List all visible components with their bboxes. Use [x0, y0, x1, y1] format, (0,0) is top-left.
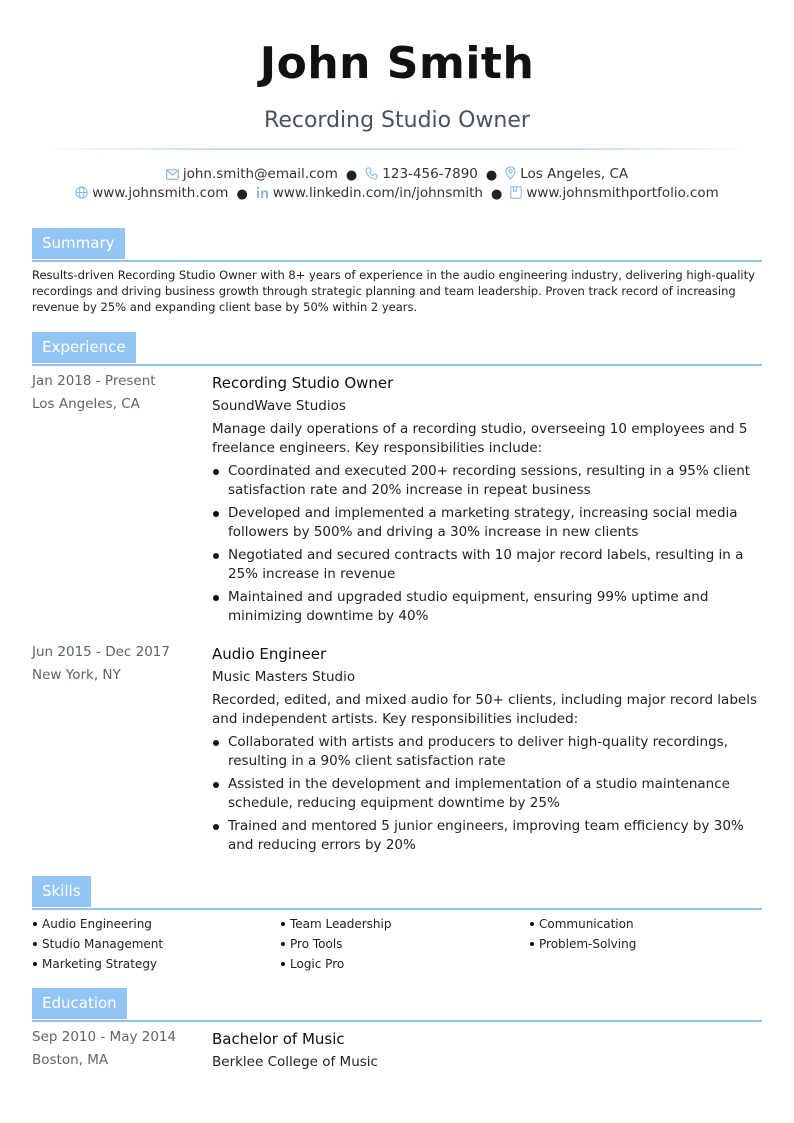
envelope-icon [166, 168, 179, 184]
contact-phone[interactable] [365, 166, 478, 184]
bullet-dot [33, 942, 37, 946]
job-bullet-text: Collaborated with artists and producers to deliver high-quality recordings, resulting in a 90% client satisfaction rate [228, 734, 728, 769]
section-divider [32, 364, 762, 366]
job-bullet [212, 546, 764, 584]
job-bullet [212, 733, 764, 771]
contact-row-primary [0, 166, 794, 184]
portfolio-icon [510, 186, 522, 203]
job-dates: Jun 2015 - Dec 2017 [32, 644, 170, 660]
job-bullet-list [212, 733, 764, 855]
bullet-dot [530, 942, 534, 946]
bullet-dot [281, 942, 285, 946]
job-bullet-text: Trained and mentored 5 junior engineers, improving team efficiency by 30% and reducing errors by 20% [228, 818, 744, 853]
skill-item [32, 934, 272, 954]
education-location: Boston, MA [32, 1052, 109, 1068]
job-dates: Jan 2018 - Present [32, 373, 156, 389]
contact-phone-text: 123-456-7890 [382, 166, 478, 182]
separator-dot: ● [490, 187, 503, 202]
phone-icon [365, 167, 378, 184]
bullet-dot [33, 962, 37, 966]
separator-dot: ● [345, 168, 358, 183]
contact-linkedin-text: www.linkedin.com/in/johnsmith [272, 185, 483, 201]
job-bullet [212, 504, 764, 542]
skills-section-header [32, 876, 762, 910]
contact-location-text: Los Angeles, CA [520, 166, 629, 182]
job-bullet-text: Negotiated and secured contracts with 10 major record labels, resulting in a 25% increase in revenue [228, 547, 744, 582]
job-bullet [212, 588, 764, 626]
job-bullet-text: Coordinated and executed 200+ recording sessions, resulting in a 95% client satisfaction rate and 20% increase in repeat business [228, 463, 751, 498]
bullet-dot [530, 922, 534, 926]
bullet-dot [213, 469, 219, 475]
job-location: Los Angeles, CA [32, 396, 140, 412]
bullet-dot [213, 824, 219, 830]
location-pin-icon [505, 166, 516, 184]
bullet-dot [281, 922, 285, 926]
globe-icon [75, 186, 88, 203]
skill-item [32, 954, 272, 974]
candidate-role: Recording Studio Owner [264, 108, 530, 133]
job-details [212, 644, 764, 859]
contact-website-text: www.johnsmith.com [92, 185, 229, 201]
education-section-header [32, 988, 762, 1022]
bullet-dot [33, 922, 37, 926]
job-bullet-text: Maintained and upgraded studio equipment, ensuring 99% uptime and minimizing downtime by 40% [228, 589, 709, 624]
education-details [212, 1029, 764, 1071]
job-bullet [212, 775, 764, 813]
bullet-dot [213, 740, 219, 746]
skill-text: Logic Pro [290, 957, 345, 971]
job-bullet-text: Assisted in the development and implementation of a studio maintenance schedule, reducing equipment downtime by 25% [228, 776, 730, 811]
bullet-dot [213, 511, 219, 517]
skill-item [280, 934, 520, 954]
skill-text: Problem-Solving [539, 937, 637, 951]
section-divider [32, 908, 762, 910]
job-company: Music Masters Studio [212, 669, 356, 685]
skill-item [529, 914, 769, 934]
bullet-dot [213, 782, 219, 788]
contact-portfolio[interactable] [510, 185, 718, 203]
section-title: Experience [32, 332, 136, 363]
job-description: Recorded, edited, and mixed audio for 50+ clients, including major record labels and independent artists. Key responsibilities included: [212, 692, 757, 727]
contact-email-text: john.smith@email.com [182, 166, 338, 182]
bullet-dot [213, 553, 219, 559]
skills-column [529, 914, 769, 954]
job-title: Audio Engineer [212, 645, 327, 663]
education-school: Berklee College of Music [212, 1054, 378, 1070]
job-title: Recording Studio Owner [212, 374, 394, 392]
skill-text: Studio Management [42, 937, 164, 951]
section-divider [32, 1020, 762, 1022]
skills-column [280, 914, 520, 974]
summary-section-header [32, 228, 762, 262]
job-bullet [212, 817, 764, 855]
section-title: Summary [32, 228, 125, 259]
skill-item [280, 954, 520, 974]
skill-text: Pro Tools [290, 937, 343, 951]
header-divider [40, 148, 754, 150]
contact-row-links [0, 185, 794, 203]
job-details [212, 373, 764, 630]
skill-text: Team Leadership [290, 917, 392, 931]
section-title: Skills [32, 876, 91, 907]
candidate-name: John Smith [259, 38, 535, 89]
education-degree: Bachelor of Music [212, 1030, 345, 1048]
skill-text: Marketing Strategy [42, 957, 158, 971]
job-bullet [212, 462, 764, 500]
job-bullet-text: Developed and implemented a marketing strategy, increasing social media followers by 500% and driving a 30% increase in new clients [228, 505, 738, 540]
job-company: SoundWave Studios [212, 398, 346, 414]
skill-item [529, 934, 769, 954]
contact-email[interactable] [166, 166, 338, 184]
contact-linkedin[interactable] [256, 185, 483, 203]
bullet-dot [281, 962, 285, 966]
skill-item [280, 914, 520, 934]
job-location: New York, NY [32, 667, 121, 683]
job-bullet-list [212, 462, 764, 626]
contact-website[interactable] [75, 185, 228, 203]
bullet-dot [213, 595, 219, 601]
contact-location [505, 166, 628, 184]
skill-text: Communication [539, 917, 634, 931]
summary-text: Results-driven Recording Studio Owner with 8+ years of experience in the audio engineering industry, delivering high-quality recordings and driving business growth through strategic planning and team leadership. Proven track record of increasing revenue by 25% and expanding client base by 50% within 2 years. [32, 268, 755, 314]
linkedin-icon [256, 186, 269, 203]
job-description: Manage daily operations of a recording studio, overseeing 10 employees and 5 freelance engineers. Key responsibilities include: [212, 421, 748, 456]
education-dates: Sep 2010 - May 2014 [32, 1029, 177, 1045]
skill-item [32, 914, 272, 934]
section-divider [32, 260, 762, 262]
separator-dot: ● [236, 187, 248, 202]
skills-column [32, 914, 272, 974]
skill-text: Audio Engineering [42, 917, 152, 931]
contact-portfolio-text: www.johnsmithportfolio.com [526, 185, 719, 201]
experience-section-header [32, 332, 762, 366]
section-title: Education [32, 988, 127, 1019]
separator-dot: ● [485, 168, 498, 183]
